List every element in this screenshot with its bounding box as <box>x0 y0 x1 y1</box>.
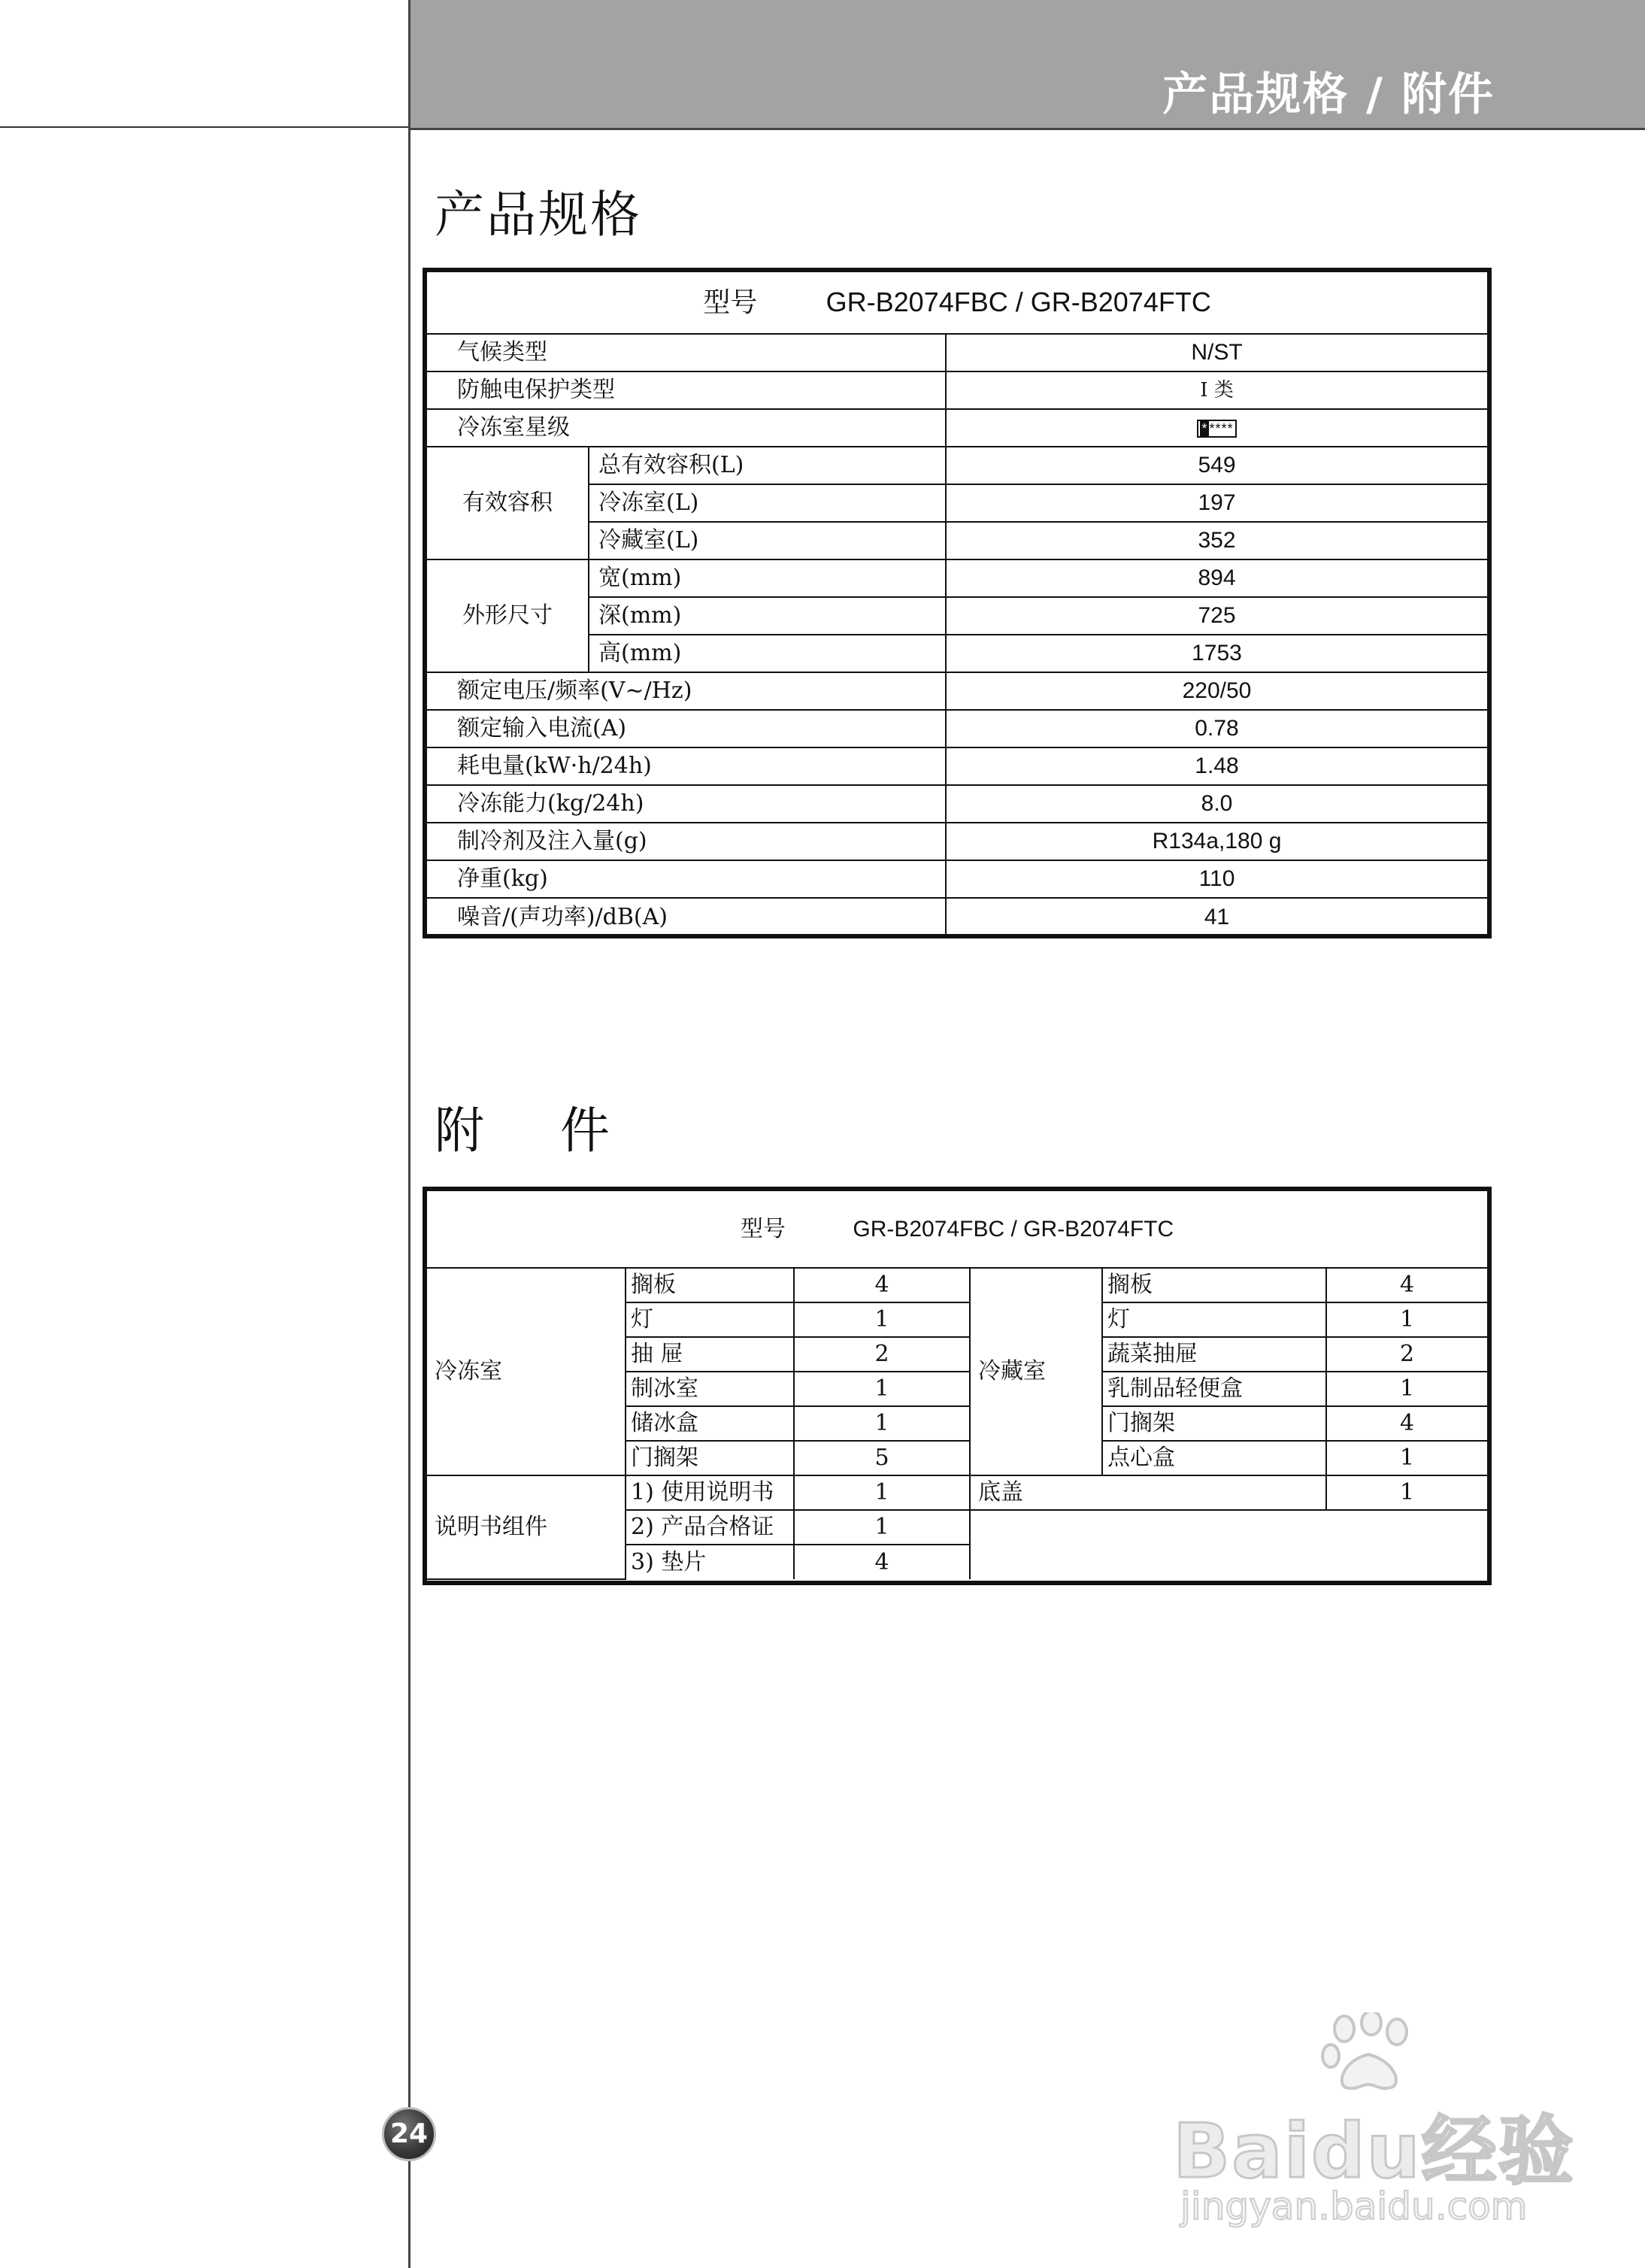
climate-label: 气候类型 <box>427 334 946 371</box>
page-number-badge: 24 <box>382 2107 436 2161</box>
manual-item-qty: 1 <box>794 1510 970 1545</box>
accessories-model-row <box>427 1191 1487 1268</box>
accessories-table <box>427 1191 1487 1580</box>
empty-cell <box>970 1510 1487 1579</box>
capacity-freezer-label: 冷冻室(L) <box>589 484 946 522</box>
fridge-item-qty: 2 <box>1326 1337 1487 1372</box>
width-value: 894 <box>946 559 1487 597</box>
net-weight-value: 110 <box>946 860 1487 898</box>
fridge-item: 点心盒 <box>1102 1441 1326 1475</box>
watermark-url: jingyan.baidu.com <box>1180 2185 1528 2228</box>
manual-item-qty: 1 <box>794 1475 970 1510</box>
freezer-item-qty: 1 <box>794 1372 970 1406</box>
specs-model-cell <box>427 272 1487 334</box>
fridge-item-qty: 1 <box>1326 1441 1487 1475</box>
manual-item: 3) 垫片 <box>626 1545 794 1579</box>
freezer-item: 灯 <box>626 1302 794 1337</box>
dimensions-group-label: 外形尺寸 <box>427 559 589 672</box>
table-row <box>427 898 1487 935</box>
freezer-item-qty: 4 <box>794 1268 970 1302</box>
table-row <box>427 447 1487 484</box>
freezing-capacity-label: 冷冻能力(kg/24h) <box>427 785 946 823</box>
current-value: 0.78 <box>946 710 1487 747</box>
power-consumption-value: 1.48 <box>946 747 1487 785</box>
capacity-total-value: 549 <box>946 447 1487 484</box>
table-row <box>427 334 1487 371</box>
voltage-value: 220/50 <box>946 672 1487 710</box>
header-title: 产品规格 / 附件 <box>1162 68 1495 121</box>
freezer-item: 储冰盒 <box>626 1406 794 1441</box>
freezer-item: 门搁架 <box>626 1441 794 1475</box>
net-weight-label: 净重(kg) <box>427 860 946 898</box>
noise-label: 噪音/(声功率)/dB(A) <box>427 898 946 935</box>
fridge-item: 灯 <box>1102 1302 1326 1337</box>
specs-model-row <box>427 272 1487 334</box>
table-row <box>427 785 1487 823</box>
top-rule <box>0 126 410 128</box>
table-row <box>427 710 1487 747</box>
depth-label: 深(mm) <box>589 597 946 635</box>
fridge-category: 冷藏室 <box>970 1268 1102 1475</box>
freezer-item-qty: 5 <box>794 1441 970 1475</box>
noise-value: 41 <box>946 898 1487 935</box>
freezing-capacity-value: 8.0 <box>946 785 1487 823</box>
power-consumption-label: 耗电量(kW·h/24h) <box>427 747 946 785</box>
accessories-model-label: 型号 <box>740 1215 786 1242</box>
manual-item: 1) 使用说明书 <box>626 1475 794 1510</box>
table-row <box>427 823 1487 860</box>
current-label: 额定输入电流(A) <box>427 710 946 747</box>
fridge-item-qty: 4 <box>1326 1406 1487 1441</box>
manual-item: 2) 产品合格证 <box>626 1510 794 1545</box>
freezer-item-qty: 1 <box>794 1302 970 1337</box>
fridge-item: 乳制品轻便盒 <box>1102 1372 1326 1406</box>
climate-value: N/ST <box>946 334 1487 371</box>
freezer-category: 冷冻室 <box>427 1268 626 1475</box>
manual-category: 说明书组件 <box>427 1475 626 1579</box>
protection-label: 防触电保护类型 <box>427 371 946 409</box>
table-row <box>427 371 1487 409</box>
freezer-item-qty: 1 <box>794 1406 970 1441</box>
table-row <box>427 559 1487 597</box>
baidu-watermark <box>1158 2000 1579 2241</box>
table-row <box>427 1475 1487 1510</box>
height-label: 高(mm) <box>589 635 946 672</box>
table-row <box>427 672 1487 710</box>
freezer-item: 制冰室 <box>626 1372 794 1406</box>
capacity-group-label: 有效容积 <box>427 447 589 559</box>
specs-table <box>427 272 1487 935</box>
fridge-item: 搁板 <box>1102 1268 1326 1302</box>
freezer-star-label: 冷冻室星级 <box>427 409 946 447</box>
capacity-fridge-value: 352 <box>946 522 1487 559</box>
accessories-section-title: 附 件 <box>435 1102 640 1160</box>
table-row <box>427 747 1487 785</box>
accessories-table-box <box>423 1187 1492 1585</box>
fridge-item: 门搁架 <box>1102 1406 1326 1441</box>
height-value: 1753 <box>946 635 1487 672</box>
capacity-total-label: 总有效容积(L) <box>589 447 946 484</box>
star-rating-icon: * **** <box>1197 420 1236 438</box>
specs-model-label: 型号 <box>703 287 758 318</box>
table-row <box>427 409 1487 447</box>
star-rating-value: **** <box>1209 421 1234 437</box>
base-cover-item: 底盖 <box>970 1475 1326 1510</box>
depth-value: 725 <box>946 597 1487 635</box>
fridge-item-qty: 1 <box>1326 1372 1487 1406</box>
freezer-star-cell <box>946 409 1487 447</box>
fridge-item-qty: 4 <box>1326 1268 1487 1302</box>
specs-model-value: GR-B2074FBC / GR-B2074FTC <box>826 287 1211 317</box>
width-label: 宽(mm) <box>589 559 946 597</box>
table-row <box>427 860 1487 898</box>
specs-table-box <box>423 268 1492 938</box>
watermark-brand: Baidu经验 <box>1173 2107 1575 2195</box>
specs-section-title: 产品规格 <box>435 186 642 244</box>
refrigerant-label: 制冷剂及注入量(g) <box>427 823 946 860</box>
accessories-model-cell <box>427 1191 1487 1268</box>
freezer-item: 抽 屉 <box>626 1337 794 1372</box>
freezer-item-qty: 2 <box>794 1337 970 1372</box>
accessories-model-value: GR-B2074FBC / GR-B2074FTC <box>853 1216 1174 1242</box>
vertical-rule <box>408 0 410 2268</box>
fridge-item: 蔬菜抽屉 <box>1102 1337 1326 1372</box>
table-row <box>427 1268 1487 1302</box>
voltage-label: 额定电压/频率(V~/Hz) <box>427 672 946 710</box>
paw-icon <box>1316 2012 1421 2095</box>
base-cover-qty: 1 <box>1326 1475 1487 1510</box>
header-band <box>410 0 1645 130</box>
capacity-fridge-label: 冷藏室(L) <box>589 522 946 559</box>
fridge-item-qty: 1 <box>1326 1302 1487 1337</box>
manual-item-qty: 4 <box>794 1545 970 1579</box>
protection-value: I 类 <box>946 371 1487 409</box>
capacity-freezer-value: 197 <box>946 484 1487 522</box>
refrigerant-value: R134a,180 g <box>946 823 1487 860</box>
freezer-item: 搁板 <box>626 1268 794 1302</box>
